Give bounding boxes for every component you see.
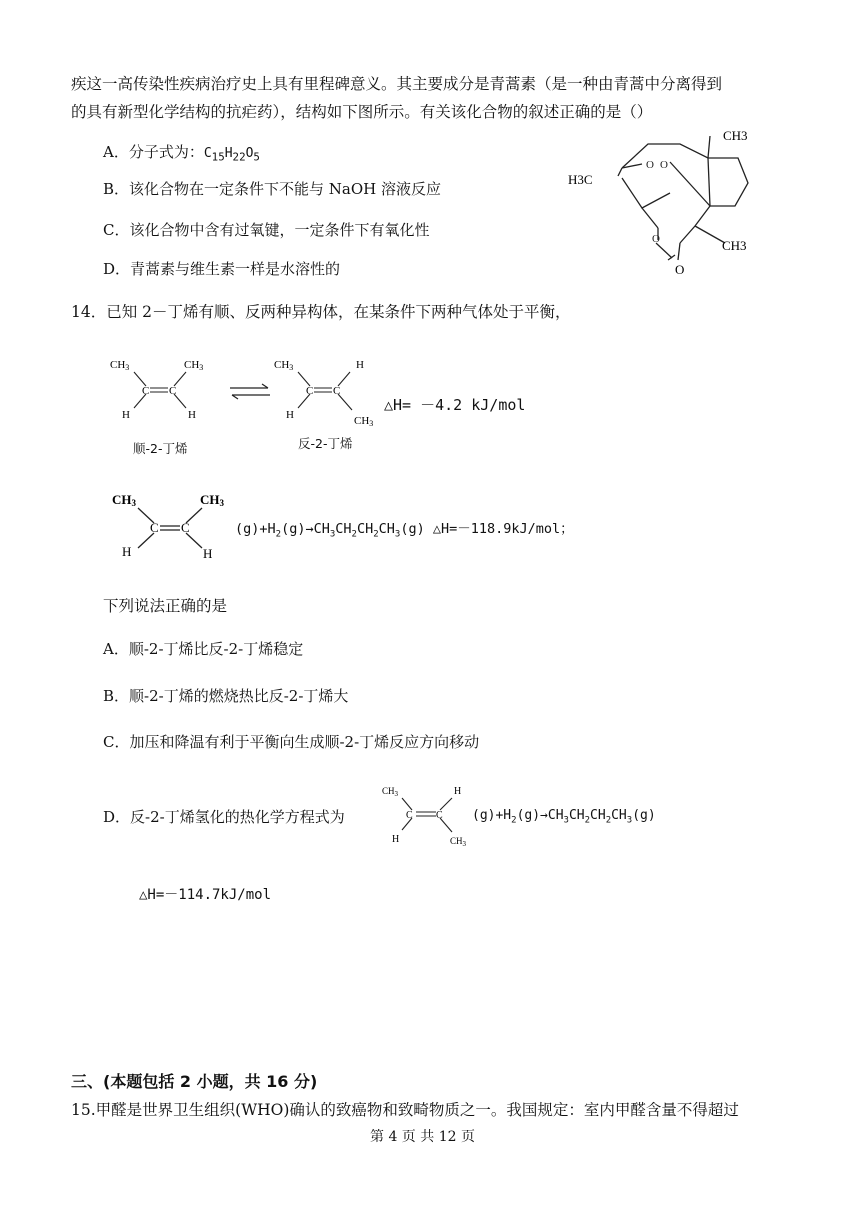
trans-c1: C (306, 385, 314, 397)
q14-option-a: A．顺-2-丁烯比反-2-丁烯稳定 (103, 640, 304, 658)
eq2-ch3-left: CH3 (112, 492, 136, 508)
artemisinin-ch3-top: CH3 (723, 128, 748, 143)
q13-option-a-formula: $C_{15}H_{22}O_5$ (203, 146, 260, 164)
trans-2-butene-label: 反-2-丁烯 (298, 436, 353, 451)
peroxide-o2: O (660, 159, 668, 171)
peroxide-o1: O (646, 159, 654, 171)
option-d-trans-structure (380, 782, 476, 848)
equilibrium-arrow (228, 382, 272, 402)
section3-heading: 三、(本题包括 2 小题，共 16 分) (71, 1072, 318, 1091)
eq2-ch3-right: CH3 (200, 492, 224, 508)
q13-option-a-prefix: A．分子式为： (103, 143, 204, 161)
trans-ch3-right: CH3 (354, 415, 374, 428)
q15-stem: 15.甲醛是世界卫生组织(WHO)确认的致癌物和致畸物质之一。我国规定：室内甲醛含量不得超过 (71, 1101, 739, 1119)
d-ch3-left: $CH_3$ (382, 786, 399, 798)
cis-2-butene-label: 顺-2-丁烯 (133, 441, 188, 456)
q14-option-c: C．加压和降温有利于平衡向生成顺-2-丁烯反应方向移动 (103, 733, 480, 751)
q14-option-d-enthalpy: △H=－114.7kJ/mol (139, 887, 272, 903)
cis-2-butene-structure (108, 352, 218, 432)
q14-prompt: 下列说法正确的是 (103, 597, 228, 615)
q13-intro-line2: 的具有新型化学结构的抗疟药），结构如下图所示。有关该化合物的叙述正确的是（） (71, 103, 653, 121)
eq2-c2: C (181, 520, 190, 535)
lactone-o: O (652, 233, 660, 245)
cis-h-right: H (188, 409, 196, 421)
d-ch3-right: $CH_3$ (450, 836, 467, 848)
d-c2: C (436, 810, 443, 821)
artemisinin-structure (560, 118, 760, 283)
artemisinin-h3c-left: H3C (568, 172, 593, 187)
trans-h-top: H (356, 359, 364, 371)
q13-option-a (103, 141, 260, 164)
artemisinin-oxo: O (675, 262, 685, 277)
artemisinin-ch3-right: CH3 (722, 238, 747, 253)
q13-intro-line1: 疾这一高传染性疾病治疗史上具有里程碑意义。其主要成分是青蒿素（是一种由青蒿中分离得到 (71, 75, 723, 93)
eq2-c1: C (150, 520, 159, 535)
eq2-h-right: H (203, 546, 213, 561)
q14-option-d-rest: $(g)+H_2(g)\to CH_3CH_2CH_2CH_3(g)$ (472, 808, 656, 826)
page-footer: 第 4 页 共 12 页 (370, 1129, 475, 1145)
cis-h-left: H (122, 409, 130, 421)
d-h-left: H (392, 834, 400, 845)
cis-ch3-right: CH3 (184, 359, 204, 372)
q14-option-d-prefix: D．反-2-丁烯氢化的热化学方程式为 (103, 808, 345, 826)
q13-option-c: C．该化合物中含有过氧键，一定条件下有氧化性 (103, 221, 430, 239)
q14-stem: 14．已知 2－丁烯有顺、反两种异构体，在某条件下两种气体处于平衡， (71, 303, 571, 321)
eq2-h-left: H (122, 544, 132, 559)
eq1-enthalpy: △H= －4.2 kJ/mol (384, 396, 526, 414)
trans-c2: C (333, 385, 341, 397)
q13-option-d: D．青蒿素与维生素一样是水溶性的 (103, 260, 341, 278)
cis-ch3-left: CH3 (110, 359, 130, 372)
d-h-top: H (454, 786, 462, 797)
q13-option-b: B．该化合物在一定条件下不能与 NaOH 溶液反应 (103, 180, 442, 198)
cis-c2: C (169, 385, 177, 397)
trans-ch3-left: CH3 (274, 359, 294, 372)
q14-option-b: B．顺-2-丁烯的燃烧热比反-2-丁烯大 (103, 687, 349, 705)
trans-h-left: H (286, 409, 294, 421)
cis-c1: C (142, 385, 150, 397)
trans-2-butene-structure (272, 352, 382, 432)
eq2-cis-structure (108, 490, 232, 566)
d-c1: C (406, 810, 413, 821)
eq2-rest: $(g)+H_2(g)\to CH_3CH_2CH_2CH_3(g)$ △H=－118.9kJ/mol； (235, 521, 574, 540)
